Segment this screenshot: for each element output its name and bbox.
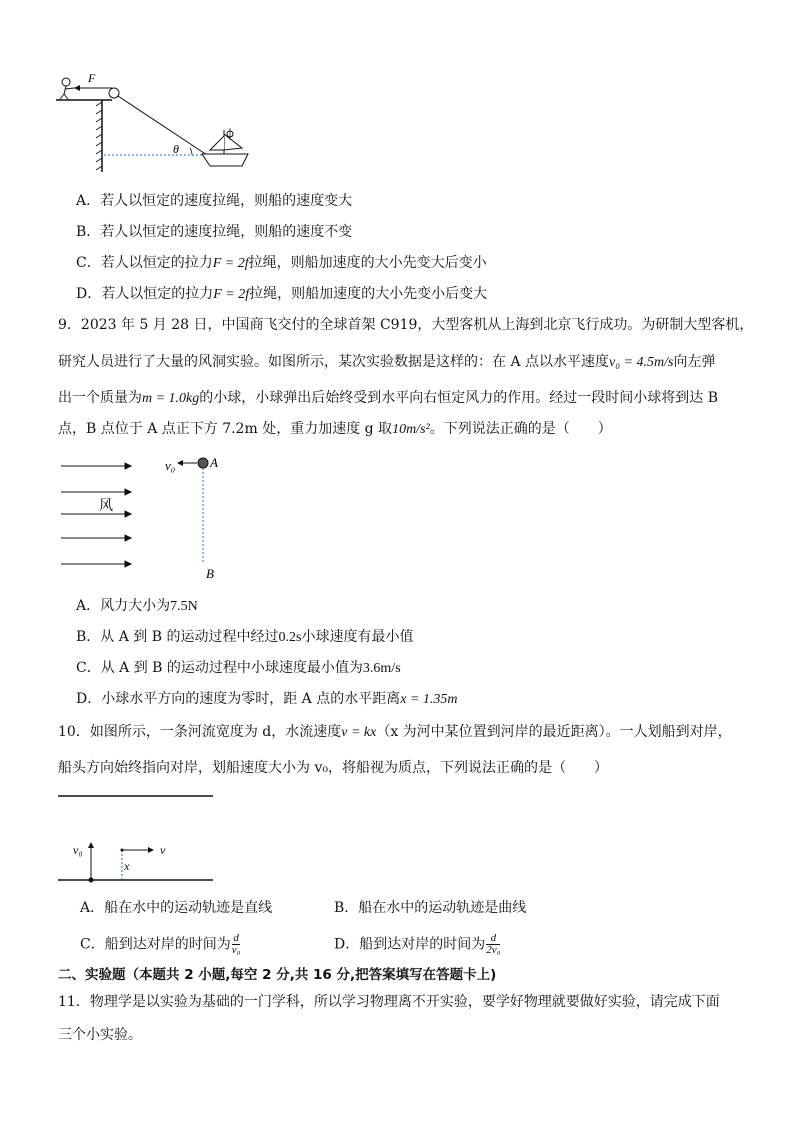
q9-line-3: 出一个质量为m = 1.0kg的小球，小球弹出后始终受到水平向右恒定风力的作用。经过一段时间小球将到达 B <box>58 390 719 406</box>
formula: F = 2f <box>213 287 250 302</box>
q10-option-b: B．船在水中的运动轨迹是曲线 <box>334 900 527 916</box>
boat-icon <box>202 128 248 166</box>
q10-line-1: 10．如图所示，一条河流宽度为 d，水流速度v = kx（x 为河中某位置到河岸的最近距离）。一人划船到对岸， <box>58 724 732 740</box>
label-theta: θ <box>173 142 179 156</box>
q11-line-1: 11．物理学是以实验为基础的一门学科，所以学习物理离不开实验，要学好物理就要做好实验，请完成下面 <box>58 994 720 1010</box>
q8-option-a: A．若人以恒定的速度拉绳，则船的速度变大 <box>76 193 353 209</box>
fraction-d-over-2v0: $\frac{d}{\text{2v₀}}$ <box>486 932 501 956</box>
q9-option-c: C．从 A 到 B 的运动过程中小球速度最小值为3.6m/s <box>76 660 401 676</box>
q11-line-2: 三个小实验。 <box>58 1027 142 1043</box>
q8-option-b: B．若人以恒定的速度拉绳，则船的速度不变 <box>76 224 353 240</box>
figure-q9-wind-tunnel <box>55 452 235 582</box>
q9-option-b: B．从 A 到 B 的运动过程中经过0.2s小球速度有最小值 <box>76 629 414 645</box>
q9-option-a: A．风力大小为7.5N <box>76 598 198 614</box>
label-A: A <box>210 455 218 470</box>
label-x: x <box>124 859 130 873</box>
fraction-d-over-v0: $\frac{d}{\text{v₀}}$ <box>231 932 241 956</box>
label-v: v <box>160 843 166 857</box>
q10-option-d: D．船到达对岸的时间为 $\frac{d}{\text{2v₀}}$ <box>334 932 501 956</box>
q9-line-4: 点，B 点位于 A 点正下方 7.2m 处，重力加速度 g 取10m/s²。下列说法正确的是（ ） <box>58 421 612 437</box>
q9-line-1: 9．2023 年 5 月 28 日，中国商飞交付的全球首架 C919，大型客机从上海到北京飞行成功。为研制大型客机， <box>58 317 754 333</box>
figure-q8-pulley-boat <box>52 68 252 178</box>
q10-option-a: A．船在水中的运动轨迹是直线 <box>80 900 273 916</box>
q8-option-c: C．若人以恒定的拉力F = 2f拉绳，则船加速度的大小先变大后变小 <box>76 255 487 271</box>
q9-option-d: D．小球水平方向的速度为零时，距 A 点的水平距离x = 1.35m <box>76 691 458 707</box>
q10-option-c: C．船到达对岸的时间为 $\frac{d}{\text{v₀}}$ <box>80 932 241 956</box>
wind-arrows <box>61 463 131 567</box>
label-wind: 风 <box>99 499 113 514</box>
label-B: B <box>206 566 214 581</box>
formula: F = 2f <box>212 256 249 271</box>
person-icon <box>62 78 70 86</box>
q8-option-d: D．若人以恒定的拉力F = 2f拉绳，则船加速度的大小先变小后变大 <box>76 286 488 302</box>
label-v0: v₀ <box>73 843 83 857</box>
label-F: F <box>88 71 96 85</box>
section-heading-experiments: 二、实验题（本题共 2 小题,每空 2 分,共 16 分,把答案填写在答题卡上) <box>58 967 497 983</box>
ball-icon <box>198 458 208 468</box>
pulley-icon <box>109 88 119 98</box>
q10-line-2: 船头方向始终指向对岸，划船速度大小为 v₀，将船视为质点，下列说法正确的是（ ） <box>58 760 608 776</box>
q9-line-2: 研究人员进行了大量的风洞实验。如图所示，某次实验数据是这样的：在 A 点以水平速度v₀ = 4.5m/s向左弹 <box>58 354 716 370</box>
figure-q10-river <box>58 790 218 886</box>
label-v0: v₀ <box>165 458 176 473</box>
